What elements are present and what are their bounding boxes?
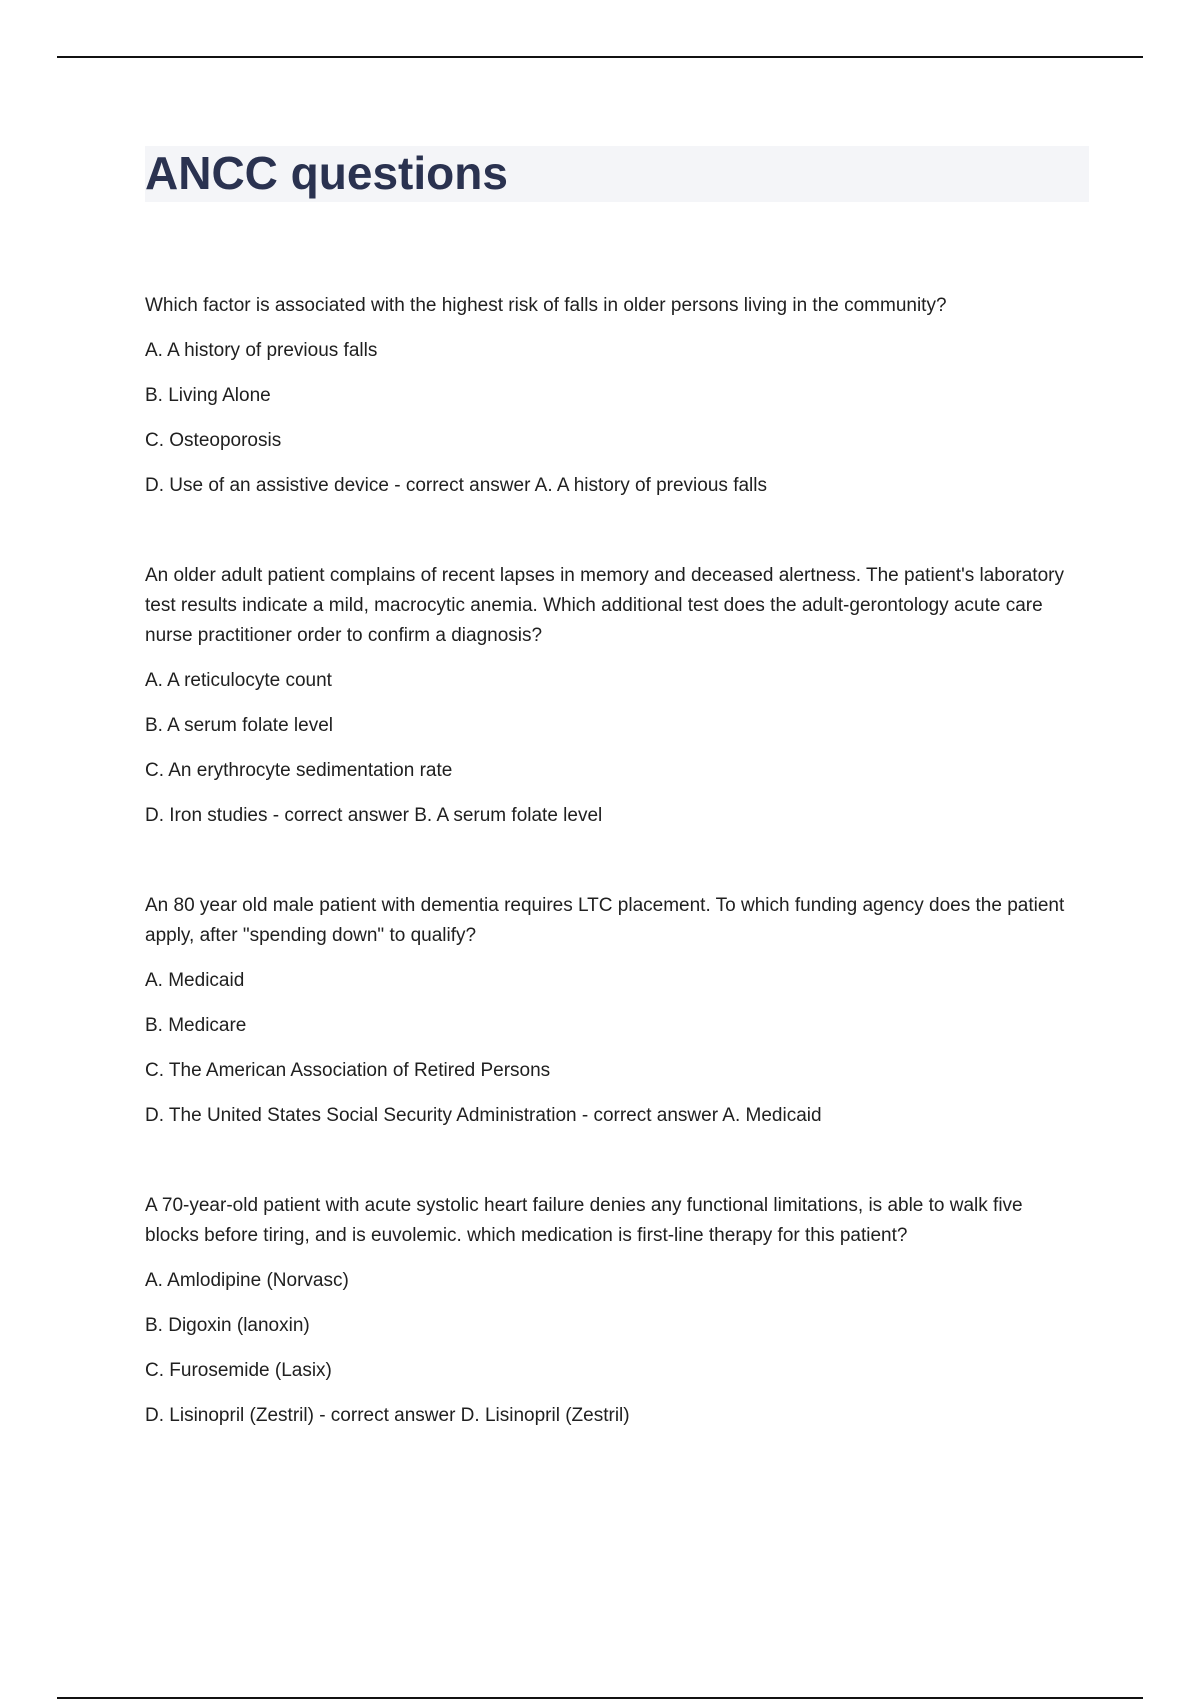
option-b: B. Medicare <box>145 1015 247 1036</box>
question-block-2 <box>145 561 1075 831</box>
bottom-rule <box>57 1697 1143 1699</box>
option-d-with-answer: D. Iron studies - correct answer B. A serum folate level <box>145 805 603 826</box>
question-text: An older adult patient complains of recent lapses in memory and deceased alertness. The patient's laboratory test results indicate a mild, macrocytic anemia. Which additional test does the adult-gerontology acute care nurse practitioner order to confirm a diagnosis? <box>145 565 1064 646</box>
option-a: A. Amlodipine (Norvasc) <box>145 1270 349 1291</box>
option-a: A. A history of previous falls <box>145 340 378 361</box>
option-d-with-answer: D. Lisinopril (Zestril) - correct answer D. Lisinopril (Zestril) <box>145 1405 630 1426</box>
option-c: C. Osteoporosis <box>145 430 282 451</box>
question-block-3 <box>145 891 1075 1131</box>
option-c: C. The American Association of Retired Persons <box>145 1060 551 1081</box>
question-text: An 80 year old male patient with dementia requires LTC placement. To which funding agency does the patient apply, after "spending down" to qualify? <box>145 895 1065 946</box>
question-block-4 <box>145 1191 1075 1431</box>
question-list <box>145 291 1075 1491</box>
page-title: ANCC questions <box>145 147 508 199</box>
option-b: B. Digoxin (lanoxin) <box>145 1315 310 1336</box>
option-b: B. Living Alone <box>145 385 271 406</box>
question-text: A 70-year-old patient with acute systolic heart failure denies any functional limitations, is able to walk five blocks before tiring, and is euvolemic. which medication is first-line therapy for this patient? <box>145 1195 1023 1246</box>
top-rule <box>57 56 1143 58</box>
option-a: A. Medicaid <box>145 970 245 991</box>
option-d-with-answer: D. The United States Social Security Administration - correct answer A. Medicaid <box>145 1105 822 1126</box>
option-a: A. A reticulocyte count <box>145 670 332 691</box>
option-b: B. A serum folate level <box>145 715 333 736</box>
option-c: C. Furosemide (Lasix) <box>145 1360 332 1381</box>
option-c: C. An erythrocyte sedimentation rate <box>145 760 453 781</box>
question-block-1 <box>145 291 1075 501</box>
question-text: Which factor is associated with the highest risk of falls in older persons living in the community? <box>145 295 947 316</box>
option-d-with-answer: D. Use of an assistive device - correct answer A. A history of previous falls <box>145 475 767 496</box>
